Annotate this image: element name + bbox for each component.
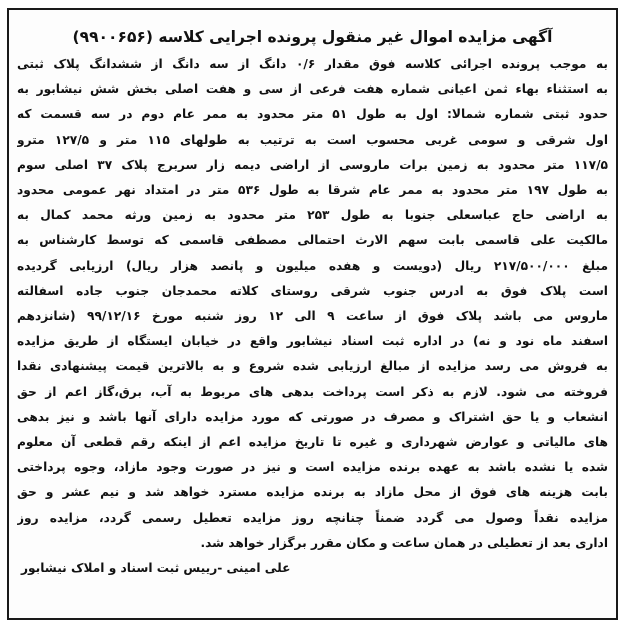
body-line: مزایده نقداً وصول می گردد ضمناً چنانچه روز مزایده تعطیل رسمی گردد، مزایده روز (17, 510, 608, 525)
body-line: بابت هزینه های فوق از محل مازاد به برنده مزایده مسترد خواهد شد و نیم عشر و حق (17, 485, 608, 500)
body-line: اول شرقی و سومی غربی محسوب است به ترتیب به طولهای ۱۱۵ متر و ۱۲۷/۵ مترو (17, 132, 608, 147)
signature: علی امینی -رییس ثبت اسناد و املاک نیشابور (21, 561, 291, 576)
body-line: مبلغ ۲۱۷/۵۰۰/۰۰۰ ریال (دویست و هفده میلیون و پانصد هزار ریال) ارزیابی گردیده (17, 258, 608, 273)
notice-title: آگهی مزایده اموال غیر منقول پرونده اجرایی کلاسه (۹۹۰۰۶۵۶) (72, 28, 553, 46)
body-line: اسفند ماه نود و نه) در اداره ثبت اسناد نیشابور واقع در خیابان ایستگاه از طریق مزایده (17, 334, 608, 349)
body-line: های مالیاتی و عوارض شهرداری و غیره تا تاریخ مزایده اعم از اینکه رقم قطعی آن معلوم (17, 435, 608, 450)
notice-frame (7, 8, 618, 620)
body-line: به اراضی حاج عباسعلی جنوبا به طول ۲۵۳ متر محدود به زمین ورثه محمد کمال به (17, 208, 608, 223)
body-line: است پلاک فوق به ادرس جنوب شرقی روستای کلاته محمدجان جنوب جاده اسفالته (17, 283, 608, 298)
body-line: ۱۱۷/۵ متر محدود به زمین برات ماروسی از اراضی دیمه زار سربرج پلاک ۳۷ اصلی سوم (17, 157, 608, 172)
notice-body (17, 52, 608, 556)
body-line: به موجب پرونده اجرائی کلاسه فوق مقدار ۰/۶ دانگ از سه دانگ از ششدانگ پلاک ثبتی (17, 57, 608, 71)
body-line: حدود ثبتی شماره شمالا: اول به طول ۵۱ متر محدود به ممر عام دوم در سه قسمت که (17, 107, 608, 122)
body-line: مالکیت علی قاسمی بابت سهم الارث احتمالی مصطفی قاسمی که توسط کارشناس به (17, 233, 608, 248)
body-line: فروخته می شود. لازم به ذکر است پرداخت بدهی های مربوط به آب، برق،گاز اعم از حق (17, 384, 608, 399)
body-line: اداری بعد از تعطیلی در همان ساعت و مکان مقرر برگزار خواهد شد. (200, 535, 608, 550)
body-line: ماروس می باشد پلاک فوق از ساعت ۹ الی ۱۲ روز شنبه مورخ ۹۹/۱۲/۱۶ (شانزدهم (17, 309, 608, 324)
body-line: شده یا نشده باشد به عهده برنده مزایده است و نیز در صورت وجود مازاد، وجوه پرداختی (17, 460, 608, 475)
body-line: به فروش می رسد مزایده از مبالغ ارزیابی شده شروع و به بالاترین قیمت پیشنهادی نقدا (17, 359, 608, 374)
notice-content (17, 24, 608, 581)
body-line: انشعاب و یا حق اشتراک و مصرف در صورتی که مورد مزایده دارای آنها باشد و نیز بدهی (17, 409, 608, 424)
body-line: به طول ۱۹۷ متر محدود به ممر عام شرقا به طول ۵۳۶ متر در امتداد نهر عمومی محدود (17, 183, 608, 198)
body-line: به استثناء بهاء ثمن اعیانی شماره هفت فرعی از سی و هفت اصلی بخش شش نیشابور به (17, 82, 608, 97)
